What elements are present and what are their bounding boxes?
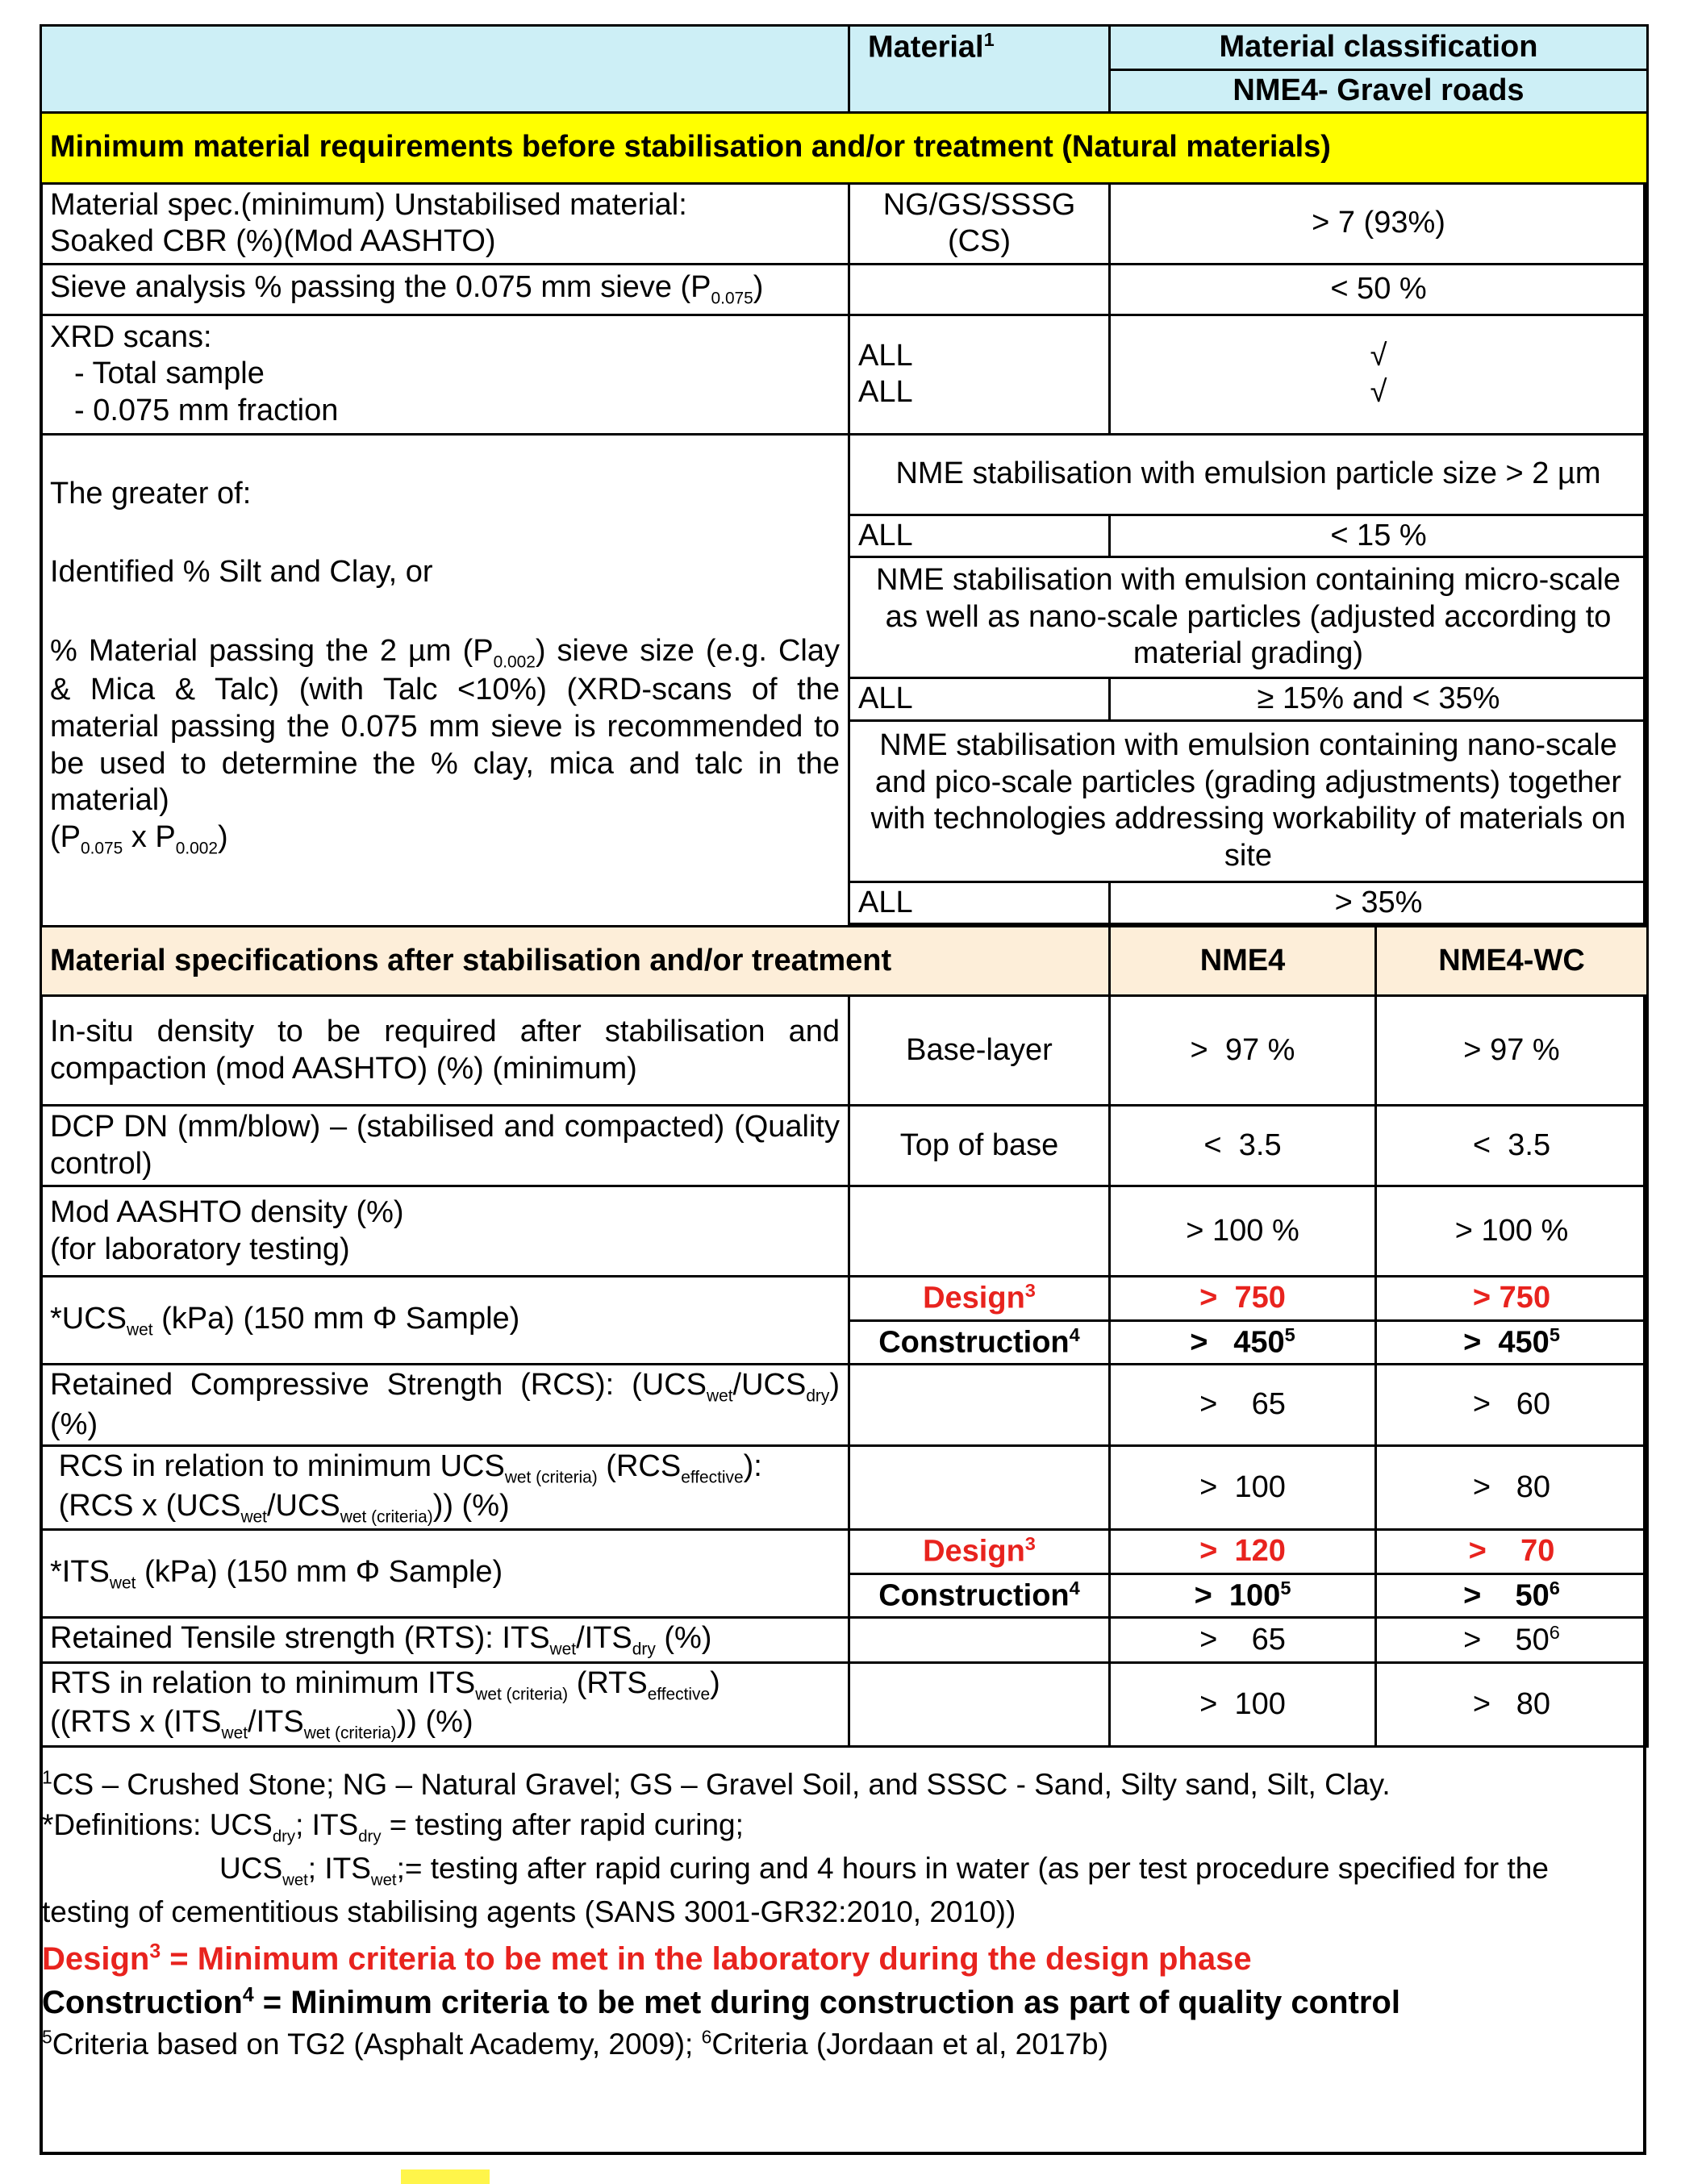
footnote-definitions-wet: $UCS_{wet}$; $ITS_{wet};=$ testing after rapid curing and 4 hours in water (as per test procedure specified for the [219, 1851, 1549, 1890]
option3-material: ALL [849, 882, 1110, 924]
material-header: Material$^1$ [849, 26, 1110, 113]
insitu-label: In-situ density to be required after stabilisation and compaction (mod AASHTO) (%) (minimum) [41, 996, 849, 1106]
cbr-label: Material spec.(minimum) Unstabilised material: Soaked CBR (%)(Mod AASHTO) [41, 183, 849, 264]
rts-nme4: > 65 [1110, 1617, 1376, 1662]
its-design-nme4wc: > 70 [1376, 1530, 1648, 1573]
footnote-design: Design$^3$ = Minimum criteria to be met in the laboratory during the design phase [42, 1940, 1252, 1977]
option3-text: NME stabilisation with emulsion containing nano-scale and pico-scale particles (grading adjustments) together with technologies addressing workability of materials on site [849, 720, 1648, 882]
footnote-1: $^1$CS – Crushed Stone; NG – Natural Gravel; GS – Gravel Soil, and SSSC - Sand, Silty sand, Silt, Clay. [42, 1766, 1391, 1801]
rcs-effective-nme4: > 100 [1110, 1446, 1376, 1530]
header-blank [41, 26, 849, 113]
option2-value: ≥ 15% and < 35% [1110, 678, 1648, 721]
sieve-label: Sieve analysis % passing the 0.075 mm sieve $(P_{0.075})$ [41, 264, 849, 315]
classification-header: Material classification [1110, 26, 1648, 70]
footnote-criteria: $^5$Criteria based on TG2 (Asphalt Academy, 2009); $^6$Criteria (Jordaan et al, 2017b) [42, 2026, 1108, 2061]
xrd-material: ALL ALL [849, 315, 1110, 434]
rcs-effective-material [849, 1446, 1110, 1530]
insitu-material: Base-layer [849, 996, 1110, 1106]
cbr-value: > 7 (93%) [1110, 183, 1648, 264]
mod-material [849, 1186, 1110, 1277]
option1-text: NME stabilisation with emulsion particle size > 2 µm [849, 434, 1648, 515]
insitu-nme4: > 97 % [1110, 996, 1376, 1106]
col-nme4-wc: NME4-WC [1376, 927, 1648, 996]
mod-nme4: > 100 % [1110, 1186, 1376, 1277]
highlight-mark [401, 2169, 490, 2184]
dcp-nme4: < 3.5 [1110, 1106, 1376, 1186]
option2-text: NME stabilisation with emulsion containing micro-scale as well as nano-scale particles (adjusted according to material grading) [849, 557, 1648, 678]
col-nme4: NME4 [1110, 927, 1376, 996]
section-title-after: Material specifications after stabilisation and/or treatment [41, 927, 1110, 996]
footnote-definitions-cont: testing of cementitious stabilising agents (SANS 3001-GR32:2010, 2010)) [42, 1894, 1016, 1928]
sieve-value: < 50 % [1110, 264, 1648, 315]
section-title-before: Minimum material requirements before stabilisation and/or treatment (Natural materials) [41, 112, 1648, 183]
rts-effective-nme4: > 100 [1110, 1662, 1376, 1746]
xrd-label: XRD scans: - Total sample - 0.075 mm fraction [41, 315, 849, 434]
material-requirements-table [40, 24, 1649, 1748]
footnote-construction: Construction$^4$ = Minimum criteria to be met during construction as part of quality control [42, 1984, 1400, 2020]
xrd-check: √ √ [1110, 315, 1648, 434]
classification-subheader: NME4- Gravel roads [1110, 70, 1648, 113]
mod-nme4wc: > 100 % [1376, 1186, 1648, 1277]
option1-material: ALL [849, 515, 1110, 557]
footnotes [42, 1765, 1639, 2065]
its-design-nme4: > 120 [1110, 1530, 1376, 1573]
its-label: $*ITS_{wet}$ (kPa) (150 mm Φ Sample) [41, 1530, 849, 1618]
its-construction-nme4: > $100^5$ [1110, 1573, 1376, 1617]
rts-effective-label: RTS in relation to minimum $ITS_{wet (criteria)}$ $(RTS_{effective})$ ((RTS x $(ITS_{wet}/ITS_{wet (criteria)})$) (%) [41, 1662, 849, 1746]
rcs-effective-nme4wc: > 80 [1376, 1446, 1648, 1530]
ucs-design-label: Design$^3$ [849, 1277, 1110, 1320]
dcp-material: Top of base [849, 1106, 1110, 1186]
ucs-construction-nme4wc: > $450^5$ [1376, 1320, 1648, 1364]
ucs-construction-nme4: > $450^5$ [1110, 1320, 1376, 1364]
rts-nme4wc: > $50^6$ [1376, 1617, 1648, 1662]
greater-of-label: The greater of: Identified % Silt and Clay, or % Material passing the 2 µm $(P_{0.002})$ sieve size (e.g. Clay & Mica & Talc) (with Talc <10%) (XRD-scans of the material passing the 0.075 mm sieve is recommended to be used to determine the % clay, mica and talc in the material) ($P_{0.075}$ x $P_{0.002}$) [41, 434, 849, 927]
dcp-nme4wc: < 3.5 [1376, 1106, 1648, 1186]
ucs-design-nme4: > 750 [1110, 1277, 1376, 1320]
rts-material [849, 1617, 1110, 1662]
rcs-effective-label: RCS in relation to minimum $UCS_{wet (criteria)}$ $(RCS_{effective})$: (RCS x $(UCS_{wet}/UCS_{wet (criteria)})$) (%) [41, 1446, 849, 1530]
rcs-material [849, 1364, 1110, 1445]
rts-effective-material [849, 1662, 1110, 1746]
ucs-label: $*UCS_{wet}$ (kPa) (150 mm Φ Sample) [41, 1277, 849, 1365]
rcs-nme4: > 65 [1110, 1364, 1376, 1445]
ucs-construction-label: Construction$^4$ [849, 1320, 1110, 1364]
dcp-label: DCP DN (mm/blow) – (stabilised and compacted) (Quality control) [41, 1106, 849, 1186]
its-design-label: Design$^3$ [849, 1530, 1110, 1573]
option1-value: < 15 % [1110, 515, 1648, 557]
rts-effective-nme4wc: > 80 [1376, 1662, 1648, 1746]
sieve-material [849, 264, 1110, 315]
ucs-design-nme4wc: > 750 [1376, 1277, 1648, 1320]
option3-value: > 35% [1110, 882, 1648, 924]
rts-label: Retained Tensile strength (RTS): $ITS_{wet}/ITS_{dry}$ (%) [41, 1617, 849, 1662]
cbr-material: NG/GS/SSSG (CS) [849, 183, 1110, 264]
option2-material: ALL [849, 678, 1110, 721]
insitu-nme4wc: > 97 % [1376, 996, 1648, 1106]
rcs-nme4wc: > 60 [1376, 1364, 1648, 1445]
its-construction-label: Construction$^4$ [849, 1573, 1110, 1617]
its-construction-nme4wc: > $50^6$ [1376, 1573, 1648, 1617]
rcs-label: Retained Compressive Strength (RCS): $(UCS_{wet}/UCS_{dry})$ (%) [41, 1364, 849, 1445]
mod-label: Mod AASHTO density (%) (for laboratory testing) [41, 1186, 849, 1277]
footnote-definitions: *Definitions: $UCS_{dry}$; $ITS_{dry}$ = testing after rapid curing; [42, 1807, 744, 1846]
